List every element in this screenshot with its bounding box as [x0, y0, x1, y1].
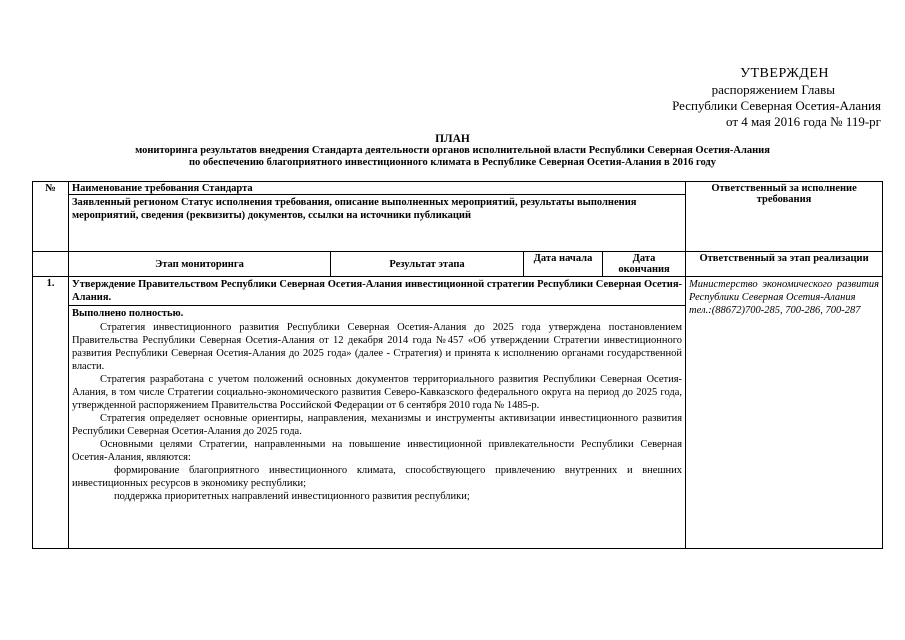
- responsible-phone: тел.:(88672)700-285, 700-286, 700-287: [689, 305, 861, 316]
- plan-subtitle-line-1: мониторинга результатов внедрения Стандарта деятельности органов исполнительной власти Республики Северная Осетия-Алания: [135, 145, 770, 156]
- approval-heading: УТВЕРЖДЕН: [740, 66, 829, 81]
- monitoring-table: [32, 181, 883, 549]
- header-stage-responsible: Ответственный за этап реализации: [686, 252, 883, 277]
- subheader-empty: [33, 252, 69, 277]
- plan-title: ПЛАН: [435, 133, 470, 145]
- responsible-ministry: Министерство экономического развития Республики Северная Осетия-Алания: [689, 279, 880, 303]
- header-number: №: [33, 182, 69, 252]
- status-paragraph: Стратегия определяет основные ориентиры, направления, механизмы и инструменты активизации инвестиционного развития Республики Северная Осетия-Алания до 2025 года.: [72, 413, 683, 437]
- header-start-date: Дата начала: [524, 252, 603, 277]
- approval-line-3: от 4 мая 2016 года № 119-рг: [726, 114, 881, 129]
- approval-line-2: Республики Северная Осетия-Алания: [672, 98, 881, 113]
- header-status: Заявленный регионом Статус исполнения требования, описание выполненных мероприятий, результаты выполнения мероприятий, сведения (реквизиты) документов, ссылки на источники публикаций: [69, 195, 686, 252]
- approval-block: [672, 66, 881, 130]
- status-paragraph: Стратегия инвестиционного развития Республики Северная Осетия-Алания до 2025 года утверждена постановлением Правительства Республики Северная Осетия-Алания от 12 декабря 2014 года №457 «Об утверждении Стратегии инвестиционного развития Республики Северная Осетия-Алания до 2025 года» (далее - Стратегия) и принята к исполнению органами государственной власти.: [72, 322, 683, 372]
- goal-item: поддержка приоритетных направлений инвестиционного развития республики;: [114, 491, 470, 502]
- row-status-details: [69, 306, 686, 549]
- header-stage: Этап мониторинга: [69, 252, 331, 277]
- approval-line-1: распоряжением Главы: [711, 82, 835, 97]
- header-end-date: Дата окончания: [603, 252, 686, 277]
- row-number: 1.: [33, 277, 69, 549]
- table-subheader-row: [33, 252, 883, 277]
- header-responsible: Ответственный за исполнение требования: [686, 182, 883, 252]
- status-paragraph: Стратегия разработана с учетом положений основных документов территориального развития Республики Северная Осетия-Алания, в том числе Стратегии социально-экономического развития Северо-Кавказского федерального округа на период до 2025 года, утвержденной распоряжением Правительства Российской Федерации от 6 сентября 2010 года № 1485-р.: [72, 374, 683, 411]
- header-result: Результат этапа: [331, 252, 524, 277]
- plan-title-block: [0, 133, 905, 169]
- status-paragraph: Основными целями Стратегии, направленными на повышение инвестиционной привлекательности Республики Северная Осетия-Алания, являются:: [72, 439, 683, 463]
- row-responsible: [686, 277, 883, 549]
- plan-subtitle-line-2: по обеспечению благоприятного инвестиционного климата в Республике Северная Осетия-Алания в 2016 году: [189, 157, 716, 168]
- row-status: Выполнено полностью.: [72, 308, 184, 319]
- row-requirement: Утверждение Правительством Республики Северная Осетия-Алания инвестиционной стратегии Республики Северная Осетия-Алания.: [69, 277, 686, 306]
- table-row: [33, 277, 883, 306]
- goal-item: формирование благоприятного инвестиционного климата, способствующего привлечению внутренних и внешних инвестиционных ресурсов в экономику республики;: [72, 465, 683, 489]
- header-requirement: Наименование требования Стандарта: [69, 182, 686, 195]
- table-header-row: [33, 182, 883, 195]
